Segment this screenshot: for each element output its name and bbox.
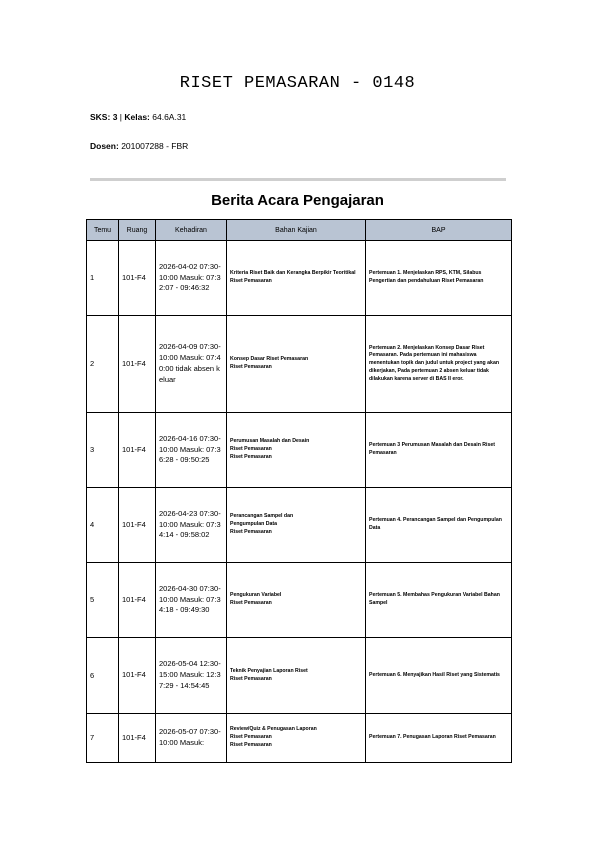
divider [90, 178, 506, 181]
sks-label: SKS: [90, 112, 111, 122]
kelas-label: Kelas: [124, 112, 150, 122]
cell-bap: Pertemuan 2. Menjelaskan Konsep Dasar Riset Pemasaran. Pada pertemuan ini mahasiswa menentukan topik dan judul untuk project yang akan dikerjakan, Pada pertemuan 2 absen keluar tidak dilakukan karena server di BAS II eror. [366, 316, 512, 413]
cell-temu: 1 [87, 241, 119, 316]
table-row [87, 316, 512, 413]
bahan-line: Perumusan Masalah dan Desain [230, 438, 310, 445]
cell-bahan-kajian [227, 316, 366, 413]
cell-kehadiran: 2026-04-09 07:30-10:00 Masuk: 07:40:00 tidak absen keluar [156, 316, 227, 413]
separator: | [117, 112, 125, 122]
cell-ruang: 101-F4 [119, 714, 156, 763]
table-row [87, 488, 512, 563]
bahan-line: Riset Pemasaran [230, 675, 272, 682]
table-header-row [87, 220, 512, 241]
bahan-line: Teknik Penyajian Laporan Riset [230, 667, 308, 674]
column-header-temu: Temu [87, 220, 119, 241]
cell-bahan-kajian [227, 563, 366, 638]
bahan-line: Review/Quiz & Penugasan Laporan [230, 726, 317, 733]
lecturer-info [90, 141, 188, 151]
bahan-line: Pengukuran Variabel [230, 592, 282, 599]
course-info [90, 112, 186, 122]
cell-bahan-kajian [227, 241, 366, 316]
cell-kehadiran: 2026-05-04 12:30-15:00 Masuk: 12:37:29 - 14:54:45 [156, 638, 227, 714]
bahan-line: Perancangan Sampel dan [230, 513, 294, 520]
bahan-line: Riset Pemasaran [230, 364, 272, 370]
table-row [87, 714, 512, 763]
bahan-line: Riset Pemasaran [230, 453, 272, 460]
table-row [87, 241, 512, 316]
cell-ruang: 101-F4 [119, 488, 156, 563]
cell-temu: 4 [87, 488, 119, 563]
cell-kehadiran: 2026-04-23 07:30-10:00 Masuk: 07:34:14 - 09:58:02 [156, 488, 227, 563]
kelas-value: 64.6A.31 [152, 112, 187, 122]
section-title: Berita Acara Pengajaran [211, 192, 384, 209]
table-row [87, 638, 512, 714]
sks-value: 3 [112, 112, 118, 122]
cell-bap: Pertemuan 7. Penugasan Laporan Riset Pemasaran [366, 714, 512, 763]
table-row [87, 563, 512, 638]
cell-bahan-kajian [227, 413, 366, 488]
cell-ruang: 101-F4 [119, 638, 156, 714]
cell-bahan-kajian [227, 488, 366, 563]
cell-kehadiran: 2026-04-30 07:30-10:00 Masuk: 07:34:18 - 09:49:30 [156, 563, 227, 638]
dosen-value: 201007288 - FBR [121, 141, 189, 151]
bahan-line: Kriteria Riset Baik dan Kerangka Berpikir Teoritikal [230, 270, 356, 277]
cell-bahan-kajian [227, 638, 366, 714]
cell-ruang: 101-F4 [119, 413, 156, 488]
bahan-line: Riset Pemasaran [230, 528, 272, 535]
bahan-line: Pengumpulan Data [230, 521, 277, 528]
cell-ruang: 101-F4 [119, 241, 156, 316]
bap-table [86, 219, 512, 763]
cell-temu: 2 [87, 316, 119, 413]
column-header-kehadiran: Kehadiran [156, 220, 227, 241]
cell-ruang: 101-F4 [119, 316, 156, 413]
bahan-line: Konsep Dasar Riset Pemasaran [230, 356, 309, 363]
cell-kehadiran: 2026-04-02 07:30-10:00 Masuk: 07:32:07 - 09:46:32 [156, 241, 227, 316]
cell-bahan-kajian [227, 714, 366, 763]
cell-kehadiran: 2026-05-07 07:30-10:00 Masuk: [156, 714, 227, 763]
bahan-line: Riset Pemasaran [230, 278, 272, 284]
dosen-label: Dosen: [90, 141, 119, 151]
cell-temu: 5 [87, 563, 119, 638]
table-row [87, 413, 512, 488]
cell-kehadiran: 2026-04-16 07:30-10:00 Masuk: 07:36:28 - 09:50:25 [156, 413, 227, 488]
cell-bap: Pertemuan 6. Menyajikan Hasil Riset yang Sistematis [366, 638, 512, 714]
bahan-line: Riset Pemasaran [230, 741, 272, 748]
cell-temu: 6 [87, 638, 119, 714]
cell-temu: 3 [87, 413, 119, 488]
cell-bap: Pertemuan 1. Menjelaskan RPS, KTM, Silabus Pengertian dan pendahuluan Riset Pemasaran [366, 241, 512, 316]
column-header-bap: BAP [366, 220, 512, 241]
page-title: RISET PEMASARAN - 0148 [179, 74, 416, 93]
column-header-bahan-kajian: Bahan Kajian [227, 220, 366, 241]
cell-ruang: 101-F4 [119, 563, 156, 638]
cell-bap: Pertemuan 3 Perumusan Masalah dan Desain Riset Pemasaran [366, 413, 512, 488]
bahan-line: Riset Pemasaran [230, 600, 272, 606]
cell-temu: 7 [87, 714, 119, 763]
bahan-line: Riset Pemasaran [230, 734, 272, 741]
bahan-line: Riset Pemasaran [230, 446, 272, 453]
cell-bap: Pertemuan 4. Perancangan Sampel dan Pengumpulan Data [366, 488, 512, 563]
column-header-ruang: Ruang [119, 220, 156, 241]
cell-bap: Pertemuan 5. Membahas Pengukuran Variabel Bahan Sampel [366, 563, 512, 638]
